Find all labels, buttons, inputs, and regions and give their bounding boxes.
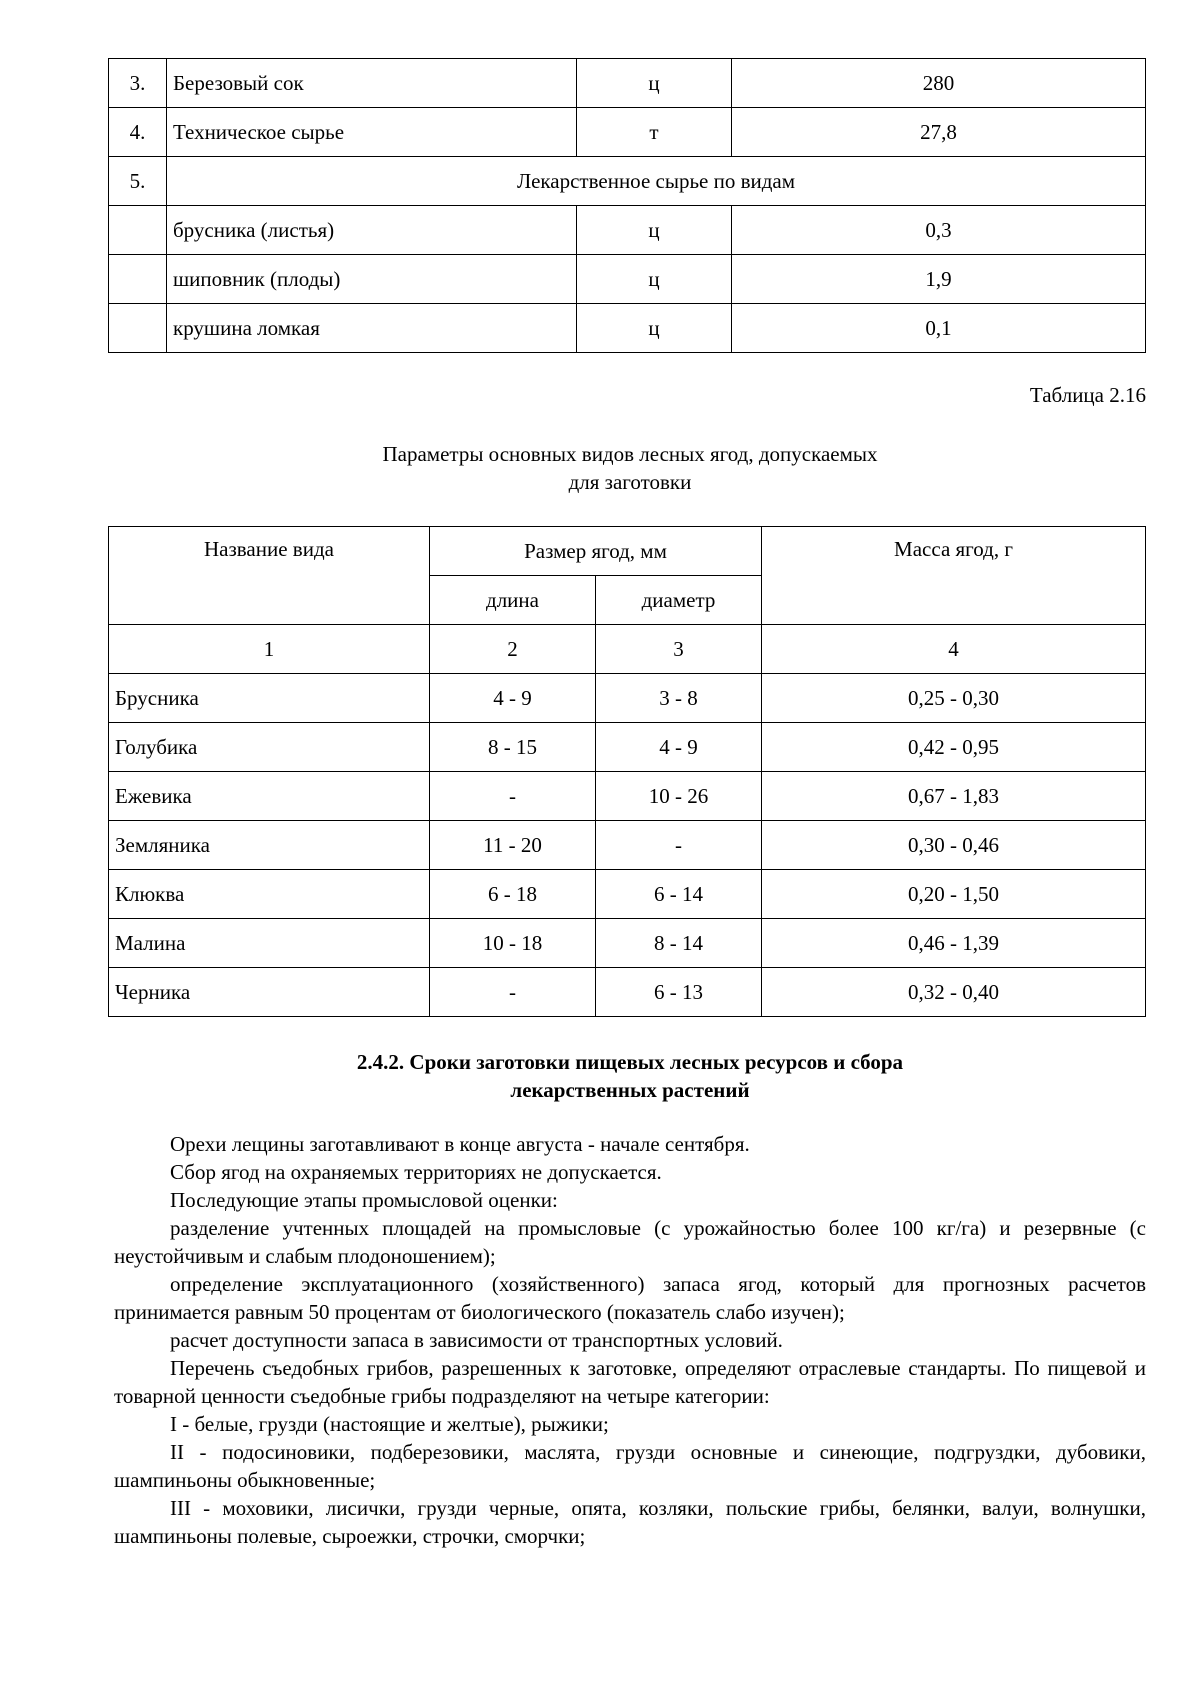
- row-number-empty: [109, 255, 167, 304]
- group-label: Лекарственное сырье по видам: [167, 157, 1146, 206]
- table-row: [109, 968, 1146, 1017]
- paragraph: разделение учтенных площадей на промысловые (с урожайностью более 100 кг/га) и резервные (с неустойчивым и слабым плодоношением);: [114, 1216, 1146, 1268]
- berry-length: 10 - 18: [430, 919, 596, 968]
- value: 27,8: [732, 108, 1146, 157]
- resource-name: Техническое сырье: [167, 108, 577, 157]
- paragraph: I - белые, грузди (настоящие и желтые), рыжики;: [170, 1412, 609, 1436]
- table-title-line: для заготовки: [568, 470, 692, 494]
- species-name: Брусника: [109, 674, 430, 723]
- species-name: Голубика: [109, 723, 430, 772]
- table-row: [109, 304, 1146, 353]
- value: 0,3: [732, 206, 1146, 255]
- table-row: [109, 919, 1146, 968]
- species-name: Ежевика: [109, 772, 430, 821]
- table-row: [109, 674, 1146, 723]
- resource-name: брусника (листья): [167, 206, 577, 255]
- berry-diameter: 6 - 13: [596, 968, 762, 1017]
- berry-length: 8 - 15: [430, 723, 596, 772]
- berry-mass: 0,30 - 0,46: [762, 821, 1146, 870]
- table-berry-parameters: [108, 526, 1146, 1017]
- species-name: Черника: [109, 968, 430, 1017]
- section-heading-line: лекарственных растений: [510, 1078, 750, 1102]
- berry-diameter: -: [596, 821, 762, 870]
- table-forest-resources: [108, 58, 1146, 353]
- column-number: 1: [109, 625, 430, 674]
- berry-diameter: 8 - 14: [596, 919, 762, 968]
- berry-mass: 0,32 - 0,40: [762, 968, 1146, 1017]
- berry-diameter: 6 - 14: [596, 870, 762, 919]
- paragraph: II - подосиновики, подберезовики, маслята, грузди основные и синеющие, подгруздки, дубовики, шампиньоны обыкновенные;: [114, 1440, 1146, 1492]
- unit: ц: [577, 59, 732, 108]
- header-diameter: диаметр: [596, 576, 762, 625]
- berry-mass: 0,46 - 1,39: [762, 919, 1146, 968]
- table-row: [109, 206, 1146, 255]
- column-number: 4: [762, 625, 1146, 674]
- resource-name: шиповник (плоды): [167, 255, 577, 304]
- berry-length: 4 - 9: [430, 674, 596, 723]
- section-heading-line: 2.4.2. Сроки заготовки пищевых лесных ресурсов и сбора: [356, 1050, 904, 1074]
- table-title-line: Параметры основных видов лесных ягод, допускаемых: [382, 442, 878, 466]
- table-row: [109, 157, 1146, 206]
- paragraph: Перечень съедобных грибов, разрешенных к заготовке, определяют отраслевые стандарты. По пищевой и товарной ценности съедобные грибы подразделяют на четыре категории:: [114, 1356, 1146, 1408]
- paragraph: Последующие этапы промысловой оценки:: [170, 1188, 558, 1212]
- berry-length: -: [430, 772, 596, 821]
- column-numbers-row: [109, 625, 1146, 674]
- column-number: 3: [596, 625, 762, 674]
- paragraph: Сбор ягод на охраняемых территориях не допускается.: [170, 1160, 662, 1184]
- unit: ц: [577, 255, 732, 304]
- berry-diameter: 3 - 8: [596, 674, 762, 723]
- unit: ц: [577, 206, 732, 255]
- table-row: [109, 772, 1146, 821]
- table-row: [109, 108, 1146, 157]
- value: 280: [732, 59, 1146, 108]
- table-row: [109, 870, 1146, 919]
- berry-diameter: 4 - 9: [596, 723, 762, 772]
- row-number: 4.: [109, 108, 167, 157]
- resource-name: крушина ломкая: [167, 304, 577, 353]
- table-header-row: [109, 527, 1146, 576]
- header-name: Название вида: [109, 527, 430, 625]
- berry-diameter: 10 - 26: [596, 772, 762, 821]
- berry-length: 11 - 20: [430, 821, 596, 870]
- berry-mass: 0,25 - 0,30: [762, 674, 1146, 723]
- unit: ц: [577, 304, 732, 353]
- row-number: 3.: [109, 59, 167, 108]
- species-name: Малина: [109, 919, 430, 968]
- row-number: 5.: [109, 157, 167, 206]
- paragraph: III - моховики, лисички, грузди черные, опята, козляки, польские грибы, белянки, валуи, волнушки, шампиньоны полевые, сыроежки, строчки, сморчки;: [114, 1496, 1146, 1548]
- row-number-empty: [109, 304, 167, 353]
- row-number-empty: [109, 206, 167, 255]
- table-caption: Таблица 2.16: [1029, 383, 1146, 407]
- header-size: Размер ягод, мм: [430, 527, 762, 576]
- table-row: [109, 59, 1146, 108]
- header-mass: Масса ягод, г: [762, 527, 1146, 625]
- table-title: [0, 440, 1200, 496]
- berry-mass: 0,67 - 1,83: [762, 772, 1146, 821]
- paragraph: Орехи лещины заготавливают в конце августа - начале сентября.: [170, 1132, 750, 1156]
- species-name: Клюква: [109, 870, 430, 919]
- value: 0,1: [732, 304, 1146, 353]
- body-text: [114, 1130, 1146, 1550]
- berry-mass: 0,42 - 0,95: [762, 723, 1146, 772]
- unit: т: [577, 108, 732, 157]
- paragraph: определение эксплуатационного (хозяйственного) запаса ягод, который для прогнозных расчетов принимается равным 50 процентам от биологического (показатель слабо изучен);: [114, 1272, 1146, 1324]
- section-heading: [0, 1048, 1200, 1104]
- species-name: Земляника: [109, 821, 430, 870]
- table-row: [109, 723, 1146, 772]
- berry-length: 6 - 18: [430, 870, 596, 919]
- berry-mass: 0,20 - 1,50: [762, 870, 1146, 919]
- paragraph: расчет доступности запаса в зависимости от транспортных условий.: [170, 1328, 783, 1352]
- header-length: длина: [430, 576, 596, 625]
- column-number: 2: [430, 625, 596, 674]
- value: 1,9: [732, 255, 1146, 304]
- berry-length: -: [430, 968, 596, 1017]
- table-row: [109, 821, 1146, 870]
- resource-name: Березовый сок: [167, 59, 577, 108]
- table-row: [109, 255, 1146, 304]
